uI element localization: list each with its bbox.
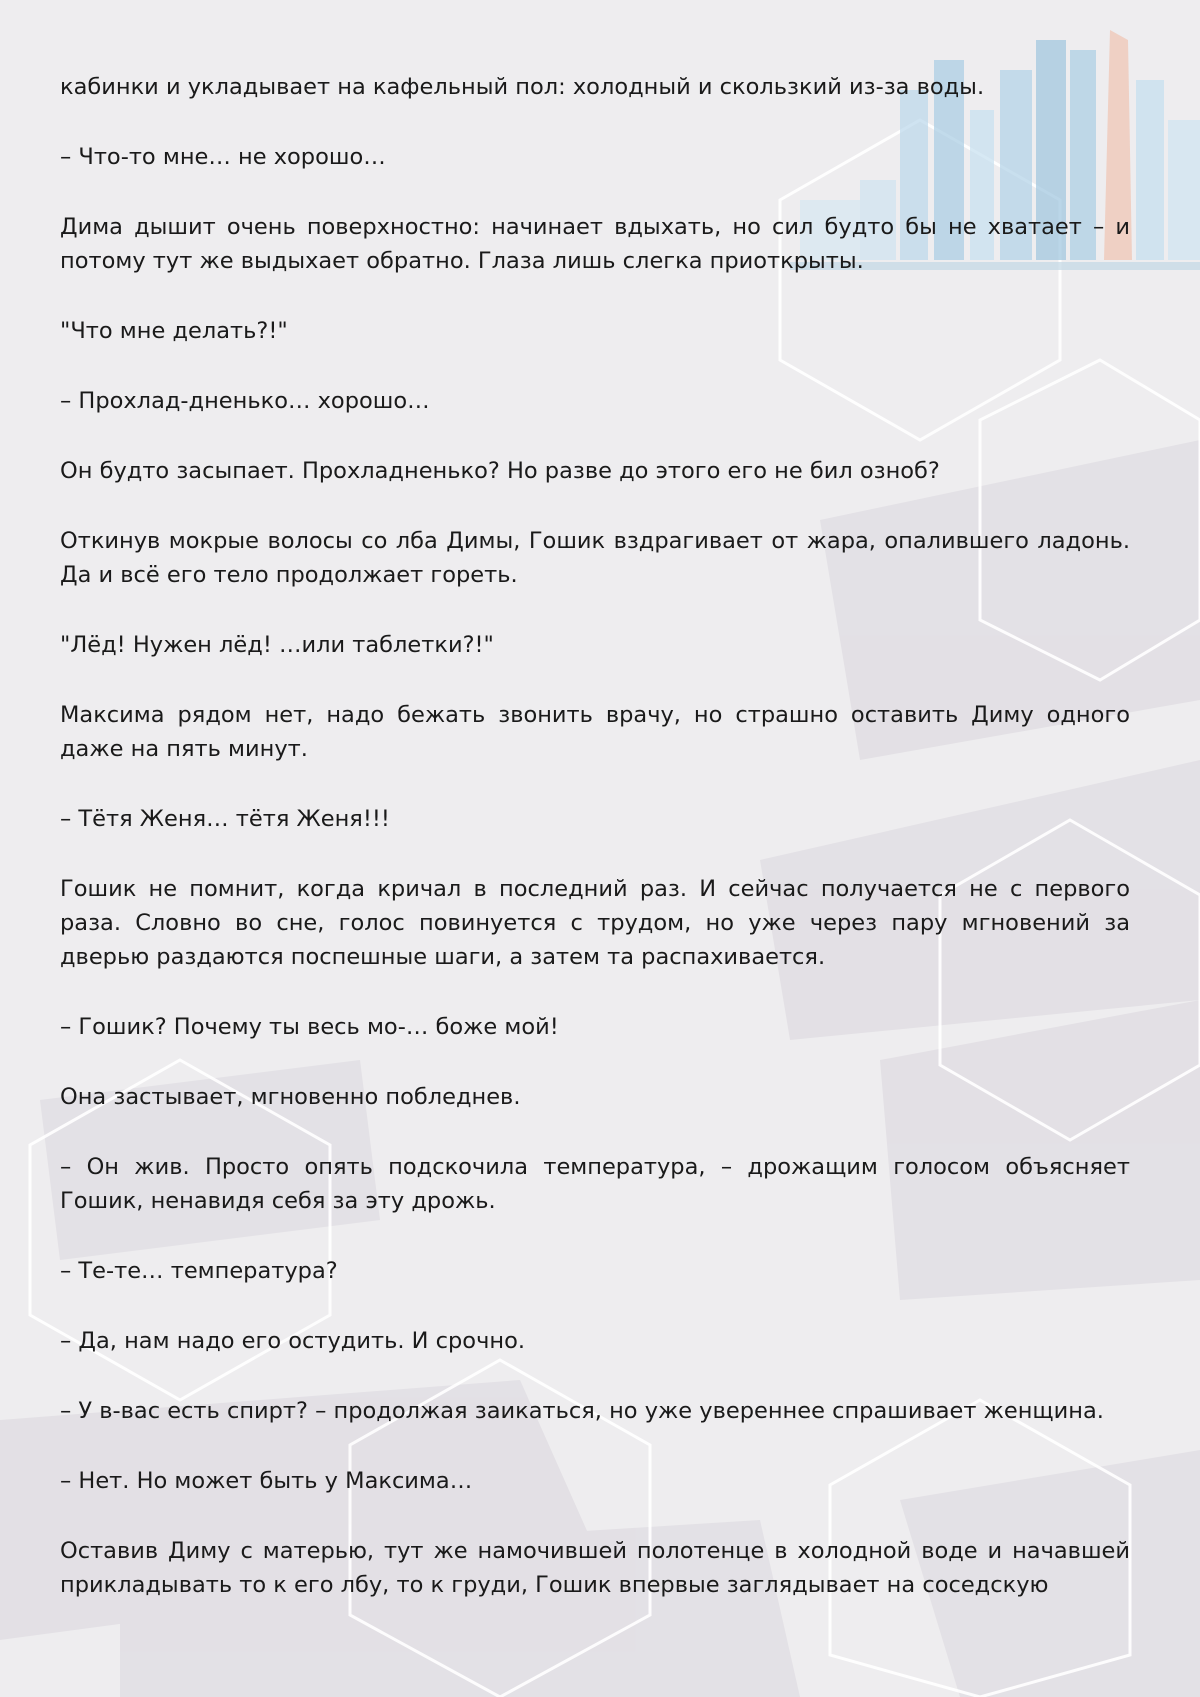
- paragraph: – У в-вас есть спирт? – продолжая заикаться, но уже увереннее спрашивает женщина.: [60, 1398, 1104, 1424]
- paragraph: – Те-те… температура?: [60, 1258, 338, 1284]
- paragraph: – Он жив. Просто опять подскочила температура, – дрожащим голосом объясняет Гошик, ненавидя себя за эту дрожь.: [60, 1154, 1130, 1214]
- paragraph: – Гошик? Почему ты весь мо-… боже мой!: [60, 1014, 559, 1040]
- paragraph: Максима рядом нет, надо бежать звонить врачу, но страшно оставить Диму одного даже на пять минут.: [60, 702, 1130, 762]
- paragraph: – Что-то мне… не хорошо…: [60, 144, 386, 170]
- paragraph: Она застывает, мгновенно побледнев.: [60, 1084, 521, 1110]
- paragraph: Дима дышит очень поверхностно: начинает вдыхать, но сил будто бы не хватает – и потому тут же выдыхает обратно. Глаза лишь слегка приоткрыты.: [60, 214, 1130, 274]
- paragraph: – Да, нам надо его остудить. И срочно.: [60, 1328, 525, 1354]
- paragraph: – Тётя Женя… тётя Женя!!!: [60, 806, 390, 832]
- paragraph: Он будто засыпает. Прохладненько? Но разве до этого его не бил озноб?: [60, 458, 940, 484]
- paragraph: кабинки и укладывает на кафельный пол: холодный и скользкий из-за воды.: [60, 74, 985, 100]
- paragraph: – Прохлад-дненько… хорошо…: [60, 388, 430, 414]
- paragraph: "Лёд! Нужен лёд! …или таблетки?!": [60, 632, 494, 658]
- paragraph: "Что мне делать?!": [60, 318, 288, 344]
- paragraph: Откинув мокрые волосы со лба Димы, Гошик вздрагивает от жара, опалившего ладонь. Да и всё его тело продолжает гореть.: [60, 528, 1130, 588]
- paragraph: – Нет. Но может быть у Максима…: [60, 1468, 473, 1494]
- document-text: [60, 70, 1130, 1638]
- paragraph: Гошик не помнит, когда кричал в последний раз. И сейчас получается не с первого раза. Словно во сне, голос повинуется с трудом, но уже через пару мгновений за дверью раздаются поспешные шаги, а затем та распахивается.: [60, 876, 1130, 970]
- paragraph: Оставив Диму с матерью, тут же намочившей полотенце в холодной воде и начавшей прикладывать то к его лбу, то к груди, Гошик впервые заглядывает на соседскую: [60, 1538, 1130, 1598]
